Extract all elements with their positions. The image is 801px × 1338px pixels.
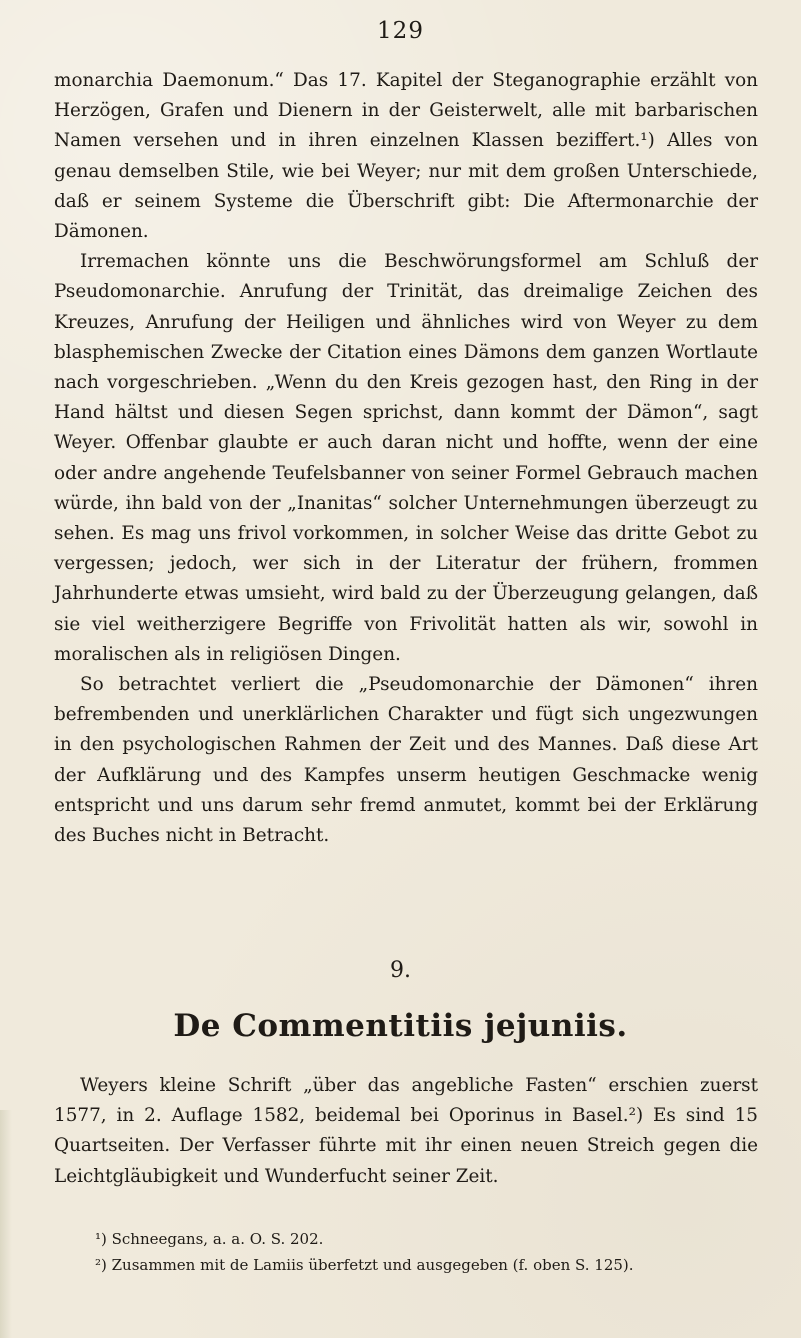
main-text (54, 66, 758, 851)
paragraph-2: Irremachen könnte uns die Beschwörungsformel am Schluß der Pseudomonarchie. Anrufung der Trinität, das dreimalige Zeichen des Kreuzes, Anrufung der Heiligen und ähnliches wird von Weyer zu dem blasphemischen Zwecke der Citation eines Dämons dem ganzen Wortlaute nach vorgeschrieben. „Wenn du den Kreis gezogen hast, den Ring in der Hand hältst und diesen Segen sprichst, dann kommt der Dämon“, sagt Weyer. Offenbar glaubte er auch daran nicht und hoffte, wenn der eine oder andre angehende Teufelsbanner von seiner Formel Gebrauch machen würde, ihn bald von der „Inanitas“ solcher Unternehmungen überzeugt zu sehen. Es mag uns frivol vorkommen, in solcher Weise das dritte Gebot zu vergessen; jedoch, wer sich in der Literatur der frühern, frommen Jahrhunderte etwas umsieht, wird bald zu der Überzeugung gelangen, daß sie viel weitherzigere Begriffe von Frivolität hatten als wir, sowohl in moralischen als in religiösen Dingen. (54, 251, 758, 665)
footnote-1: ¹) Schneegans, a. a. O. S. 202. (95, 1230, 324, 1248)
section-text (54, 1071, 758, 1192)
footnotes (95, 1226, 758, 1278)
page-number: 129 (377, 18, 424, 44)
section-number: 9. (390, 958, 411, 983)
footnote-2: ²) Zusammen mit de Lamiis überfetzt und ausgegeben (f. oben S. 125). (95, 1256, 634, 1274)
section-paragraph: Weyers kleine Schrift „über das angebliche Fasten“ erschien zuerst 1577, in 2. Auflage 1582, beidemal bei Oporinus in Basel.²) Es sind 15 Quartseiten. Der Verfasser führte mit ihr einen neuen Streich gegen die Leichtgläubigkeit und Wunderfucht seiner Zeit. (54, 1075, 758, 1187)
paragraph-1: monarchia Daemonum.“ Das 17. Kapitel der Steganographie erzählt von Herzögen, Grafen und Dienern in der Geisterwelt, alle mit barbarischen Namen versehen und in ihren einzelnen Klassen beziffert.¹) Alles von genau demselben Stile, wie bei Weyer; nur mit dem großen Unterschiede, daß er seinem Systeme die Überschrift gibt: Die Aftermonarchie der Dämonen. (54, 70, 758, 243)
page-edge-shadow (0, 1110, 12, 1338)
paragraph-3: So betrachtet verliert die „Pseudomonarchie der Dämonen“ ihren befrembenden und unerklärlichen Charakter und fügt sich ungezwungen in den psychologischen Rahmen der Zeit und des Mannes. Daß diese Art der Aufklärung und des Kampfes unserm heutigen Geschmacke wenig entspricht und uns darum sehr fremd anmutet, kommt bei der Erklärung des Buches nicht in Betracht. (54, 674, 758, 847)
section-title: De Commentitiis jejuniis. (173, 1008, 628, 1044)
